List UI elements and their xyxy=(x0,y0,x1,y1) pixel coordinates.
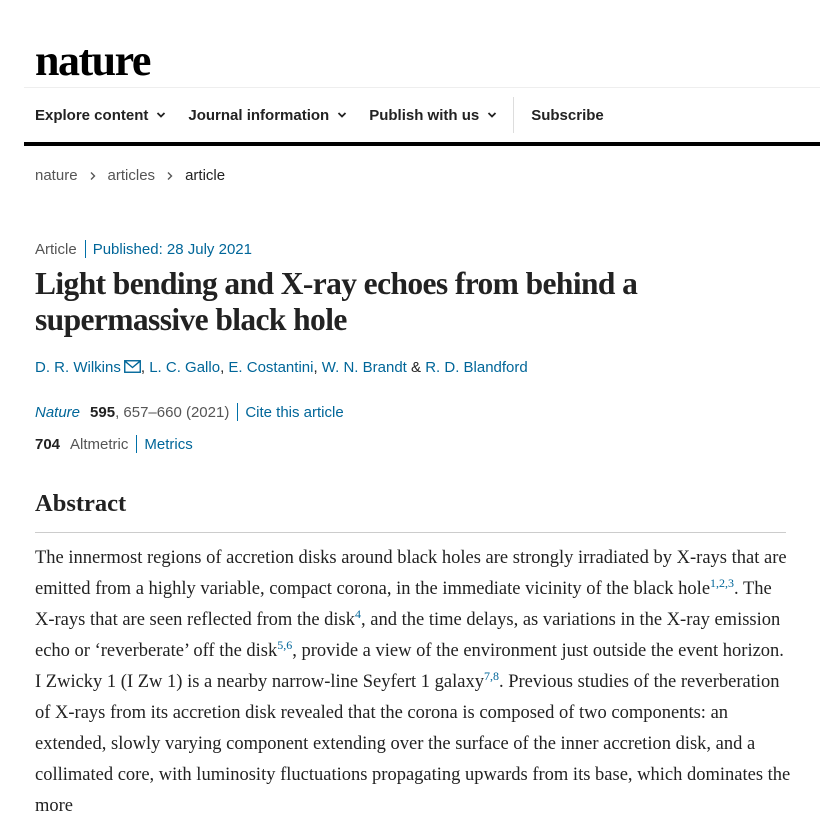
chevron-down-icon xyxy=(156,110,166,120)
breadcrumb-articles[interactable]: articles xyxy=(107,167,156,184)
abstract-segment: . Previous studies of the reverberation of X-rays from its accretion disk revealed that the corona is composed of two components: an extended, slowly varying component extending over the surface of the inner accretion disk, and a collimated core, with luminosity fluctuations propagating upwards from its base, which dominates the more xyxy=(35,672,791,816)
author-link[interactable]: D. R. Wilkins xyxy=(35,359,121,376)
breadcrumb-current: article xyxy=(185,167,226,184)
nav-divider xyxy=(513,97,514,133)
abstract-divider xyxy=(35,532,786,533)
author-link[interactable]: R. D. Blandford xyxy=(425,359,528,376)
journal-name[interactable]: Nature xyxy=(35,403,81,421)
chevron-right-icon xyxy=(89,171,97,181)
article-type: Article xyxy=(35,240,77,258)
header-divider xyxy=(24,87,820,88)
author-separator: , xyxy=(313,359,322,376)
email-icon[interactable] xyxy=(124,360,141,373)
author-link[interactable]: E. Costantini xyxy=(228,359,314,376)
author-link[interactable]: W. N. Brandt xyxy=(321,359,407,376)
published-date: Published: 28 July 2021 xyxy=(92,240,252,258)
chevron-down-icon xyxy=(487,110,497,120)
article-meta xyxy=(35,240,252,258)
abstract-segment: , provide a view of the environment just outside the event horizon. I Zwicky 1 (I Zw 1) is a nearby narrow-line Seyfert 1 galaxy xyxy=(35,641,784,692)
meta-divider xyxy=(85,240,86,258)
pages-year: , 657–660 (2021) xyxy=(115,403,230,421)
reference-link[interactable]: 7,8 xyxy=(483,669,499,683)
article-title: Light bending and X-ray echoes from behind a supermassive black hole xyxy=(35,266,638,337)
volume-number: 595 xyxy=(90,403,116,421)
reference-link[interactable]: 1,2,3 xyxy=(710,576,735,590)
abstract-segment: , and the time delays, as variations in the X-ray emission echo or ‘reverberate’ off the disk xyxy=(35,610,781,661)
author-ampersand: & xyxy=(411,359,422,376)
altmetric-label: Altmetric xyxy=(70,435,129,453)
breadcrumb-nature[interactable]: nature xyxy=(35,167,78,184)
nav-publish-with-us[interactable] xyxy=(358,96,508,134)
author-link[interactable]: L. C. Gallo xyxy=(149,359,221,376)
nav-explore-content[interactable] xyxy=(24,96,177,134)
metrics-line xyxy=(35,435,193,453)
subscribe-link[interactable]: Subscribe xyxy=(531,106,604,124)
chevron-down-icon xyxy=(337,110,347,120)
abstract-text xyxy=(35,543,793,822)
author-separator: , xyxy=(220,359,229,376)
nav-rule xyxy=(24,142,820,146)
main-nav xyxy=(24,96,820,134)
meta-divider xyxy=(136,435,137,453)
nav-journal-information[interactable] xyxy=(177,96,358,134)
author-list xyxy=(35,359,528,376)
abstract-segment: The innermost regions of accretion disks around black holes are strongly irradiated by X-rays that are emitted from a highly variable, compact corona, in the immediate vicinity of the black hole xyxy=(35,548,787,599)
cite-this-article-link[interactable]: Cite this article xyxy=(245,403,344,421)
metrics-link[interactable]: Metrics xyxy=(144,435,193,453)
nature-logo[interactable]: nature xyxy=(35,36,150,85)
chevron-right-icon xyxy=(166,171,174,181)
author-separator: , xyxy=(140,359,150,376)
abstract-heading: Abstract xyxy=(35,490,127,517)
meta-divider xyxy=(237,403,238,421)
reference-link[interactable]: 5,6 xyxy=(277,638,293,652)
altmetric-score: 704 xyxy=(35,435,61,453)
breadcrumb xyxy=(35,167,225,184)
citation-line xyxy=(35,403,344,421)
nav-journal-information-label: Journal information xyxy=(188,106,330,124)
abstract-segment: . The X-rays that are seen reflected from the disk xyxy=(35,579,772,630)
nav-publish-with-us-label: Publish with us xyxy=(369,106,480,124)
reference-link[interactable]: 4 xyxy=(355,607,362,621)
nav-explore-content-label: Explore content xyxy=(35,106,149,124)
